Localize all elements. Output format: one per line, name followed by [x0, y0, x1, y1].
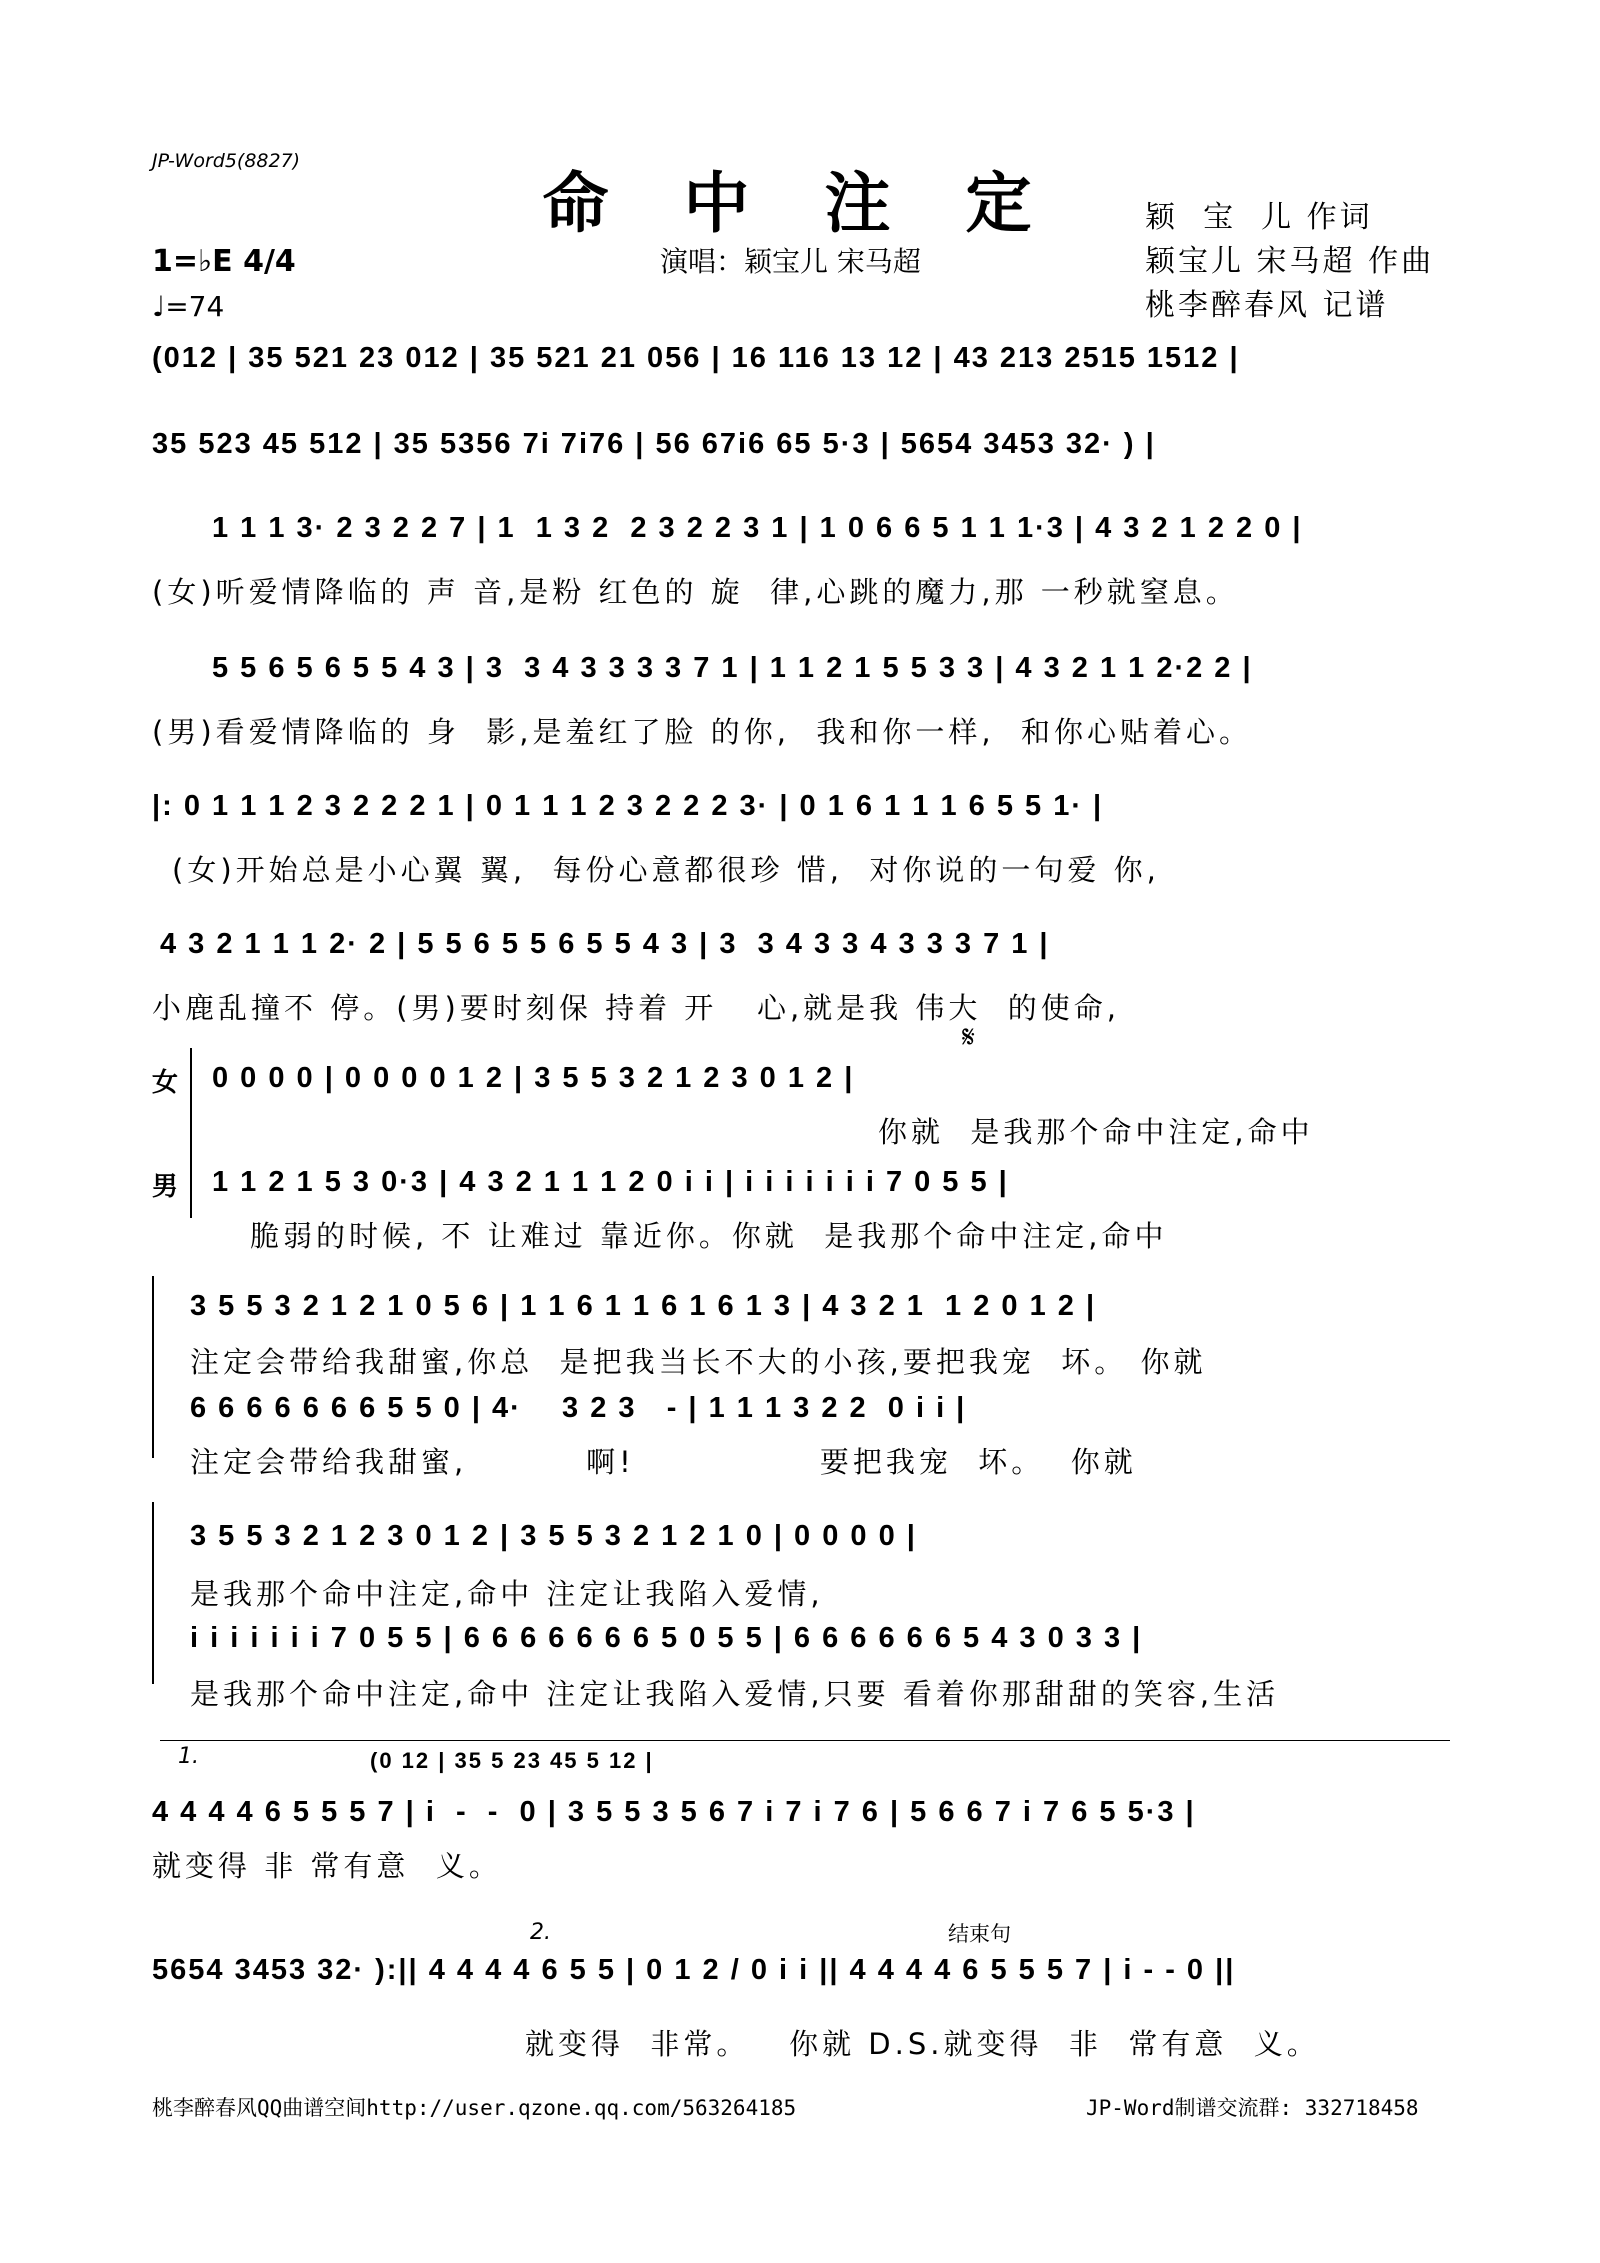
score-line-3-lyrics: (女)听爱情降临的 声 音,是粉 红色的 旋 律,心跳的魔力,那 一秒就窒息。: [152, 575, 1239, 609]
volta-1-bracket: [160, 1740, 1450, 1741]
score-line-11-lyrics: 是我那个命中注定,命中 注定让我陷入爱情,: [190, 1577, 824, 1611]
duet-bracket-2: [152, 1276, 154, 1458]
score-line-8-notes: 1 1 2 1 5 3 0·3 | 4 3 2 1 1 1 2 0 i i | i i i i i i i 7 0 5 5 |: [212, 1166, 1009, 1198]
score-line-13-notes: 4 4 4 4 6 5 5 5 7 | i - - 0 | 3 5 5 3 5 6 7 i 7 i 7 6 | 5 6 6 7 i 7 6 5 5·3 |: [152, 1796, 1196, 1828]
score-line-4-lyrics: (男)看爱情降临的 身 影,是羞红了脸 的你, 我和你一样, 和你心贴着心。: [152, 715, 1253, 749]
score-line-6-lyrics: 小鹿乱撞不 停。(男)要时刻保 持着 开 心,就是我 伟大 的使命,: [152, 991, 1121, 1025]
score-line-10-notes: 6 6 6 6 6 6 6 5 5 0 | 4· 3 2 3 - | 1 1 1 3 2 2 0 i i |: [190, 1392, 967, 1424]
tempo-marking: ♩=74: [152, 290, 225, 323]
volta-2-label: 2.: [530, 1920, 551, 1945]
segno-sign: 𝄋: [962, 1020, 975, 1055]
score-line-13-lyrics: 就变得 非 常有意 义。: [152, 1849, 502, 1883]
score-line-10-lyrics: 注定会带给我甜蜜, 啊! 要把我宠 坏。 你就: [190, 1445, 1137, 1479]
footer-right-group: JP-Word制谱交流群: 332718458: [1086, 2096, 1419, 2120]
transcriber-credit: 桃李醉春风 记谱: [1145, 288, 1389, 323]
coda-label: 结束句: [948, 1922, 1011, 1946]
volta-1-cue: (0 12 | 35 5 23 45 5 12 |: [370, 1748, 654, 1773]
singers-line: 演唱：颖宝儿 宋马超: [660, 245, 921, 278]
score-line-14-notes: 5654 3453 32· ):|| 4 4 4 4 6 5 5 | 0 1 2 / 0 i i || 4 4 4 4 6 5 5 5 7 | i - - 0 ||: [152, 1954, 1236, 1986]
volta-1-label: 1.: [178, 1744, 199, 1769]
song-title: 命 中 注 定: [542, 164, 1058, 242]
score-line-12-lyrics: 是我那个命中注定,命中 注定让我陷入爱情,只要 看着你那甜甜的笑容,生活: [190, 1677, 1280, 1711]
score-line-6-notes: 4 3 2 1 1 1 2· 2 | 5 5 6 5 5 6 5 5 4 3 | 3 3 4 3 3 4 3 3 3 7 1 |: [160, 928, 1050, 960]
score-line-14-lyrics: 就变得 非常。 你就 D.S.就变得 非 常有意 义。: [525, 2027, 1320, 2061]
score-line-9-notes: 3 5 5 3 2 1 2 1 0 5 6 | 1 1 6 1 1 6 1 6 1 3 | 4 3 2 1 1 2 0 1 2 |: [190, 1290, 1097, 1322]
score-line-12-notes: i i i i i i i 7 0 5 5 | 6 6 6 6 6 6 6 5 0 5 5 | 6 6 6 6 6 6 5 4 3 0 3 3 |: [190, 1622, 1143, 1654]
score-line-4-notes: 5 5 6 5 6 5 5 4 3 | 3 3 4 3 3 3 3 7 1 | 1 1 2 1 5 5 3 3 | 4 3 2 1 1 2·2 2 |: [212, 652, 1253, 684]
software-watermark: JP-Word5(8827): [152, 150, 301, 172]
score-line-5-lyrics: (女)开始总是小心翼 翼, 每份心意都很珍 惜, 对你说的一句爱 你,: [172, 853, 1160, 887]
male-part-label: 男: [152, 1172, 179, 1202]
composer-credit: 颖宝儿 宋马超 作曲: [1145, 244, 1435, 279]
female-part-label: 女: [152, 1068, 179, 1098]
duet-bracket-3: [152, 1502, 154, 1684]
score-line-7-lyrics: 你就 是我那个命中注定,命中: [878, 1115, 1314, 1149]
key-signature: 1=♭E 4/4: [152, 244, 296, 279]
score-line-5-notes: |: 0 1 1 1 2 3 2 2 2 1 | 0 1 1 1 2 3 2 2 2 3· | 0 1 6 1 1 1 6 5 5 1· |: [152, 790, 1104, 822]
footer-left-link: 桃李醉春风QQ曲谱空间http://user.qzone.qq.com/563264185: [152, 2096, 797, 2120]
score-line-1-notes: (012 | 35 521 23 012 | 35 521 21 056 | 16 116 13 12 | 43 213 2515 1512 |: [152, 342, 1240, 374]
score-line-2-notes: 35 523 45 512 | 35 5356 7i 7i76 | 56 67i6 65 5·3 | 5654 3453 32· ) |: [152, 428, 1156, 460]
lyricist-credit: 颖 宝 儿 作词: [1145, 200, 1373, 235]
score-line-7-notes: 0 0 0 0 | 0 0 0 0 1 2 | 3 5 5 3 2 1 2 3 0 1 2 |: [212, 1062, 855, 1094]
score-line-3-notes: 1 1 1 3· 2 3 2 2 7 | 1 1 3 2 2 3 2 2 3 1 | 1 0 6 6 5 1 1 1·3 | 4 3 2 1 2 2 0 |: [212, 512, 1303, 544]
score-line-9-lyrics: 注定会带给我甜蜜,你总 是把我当长不大的小孩,要把我宠 坏。 你就: [190, 1345, 1207, 1379]
score-line-8-lyrics: 脆弱的时候, 不 让难过 靠近你。你就 是我那个命中注定,命中: [250, 1219, 1168, 1253]
duet-bracket-1: [190, 1048, 192, 1218]
score-line-11-notes: 3 5 5 3 2 1 2 3 0 1 2 | 3 5 5 3 2 1 2 1 0 | 0 0 0 0 |: [190, 1520, 917, 1552]
